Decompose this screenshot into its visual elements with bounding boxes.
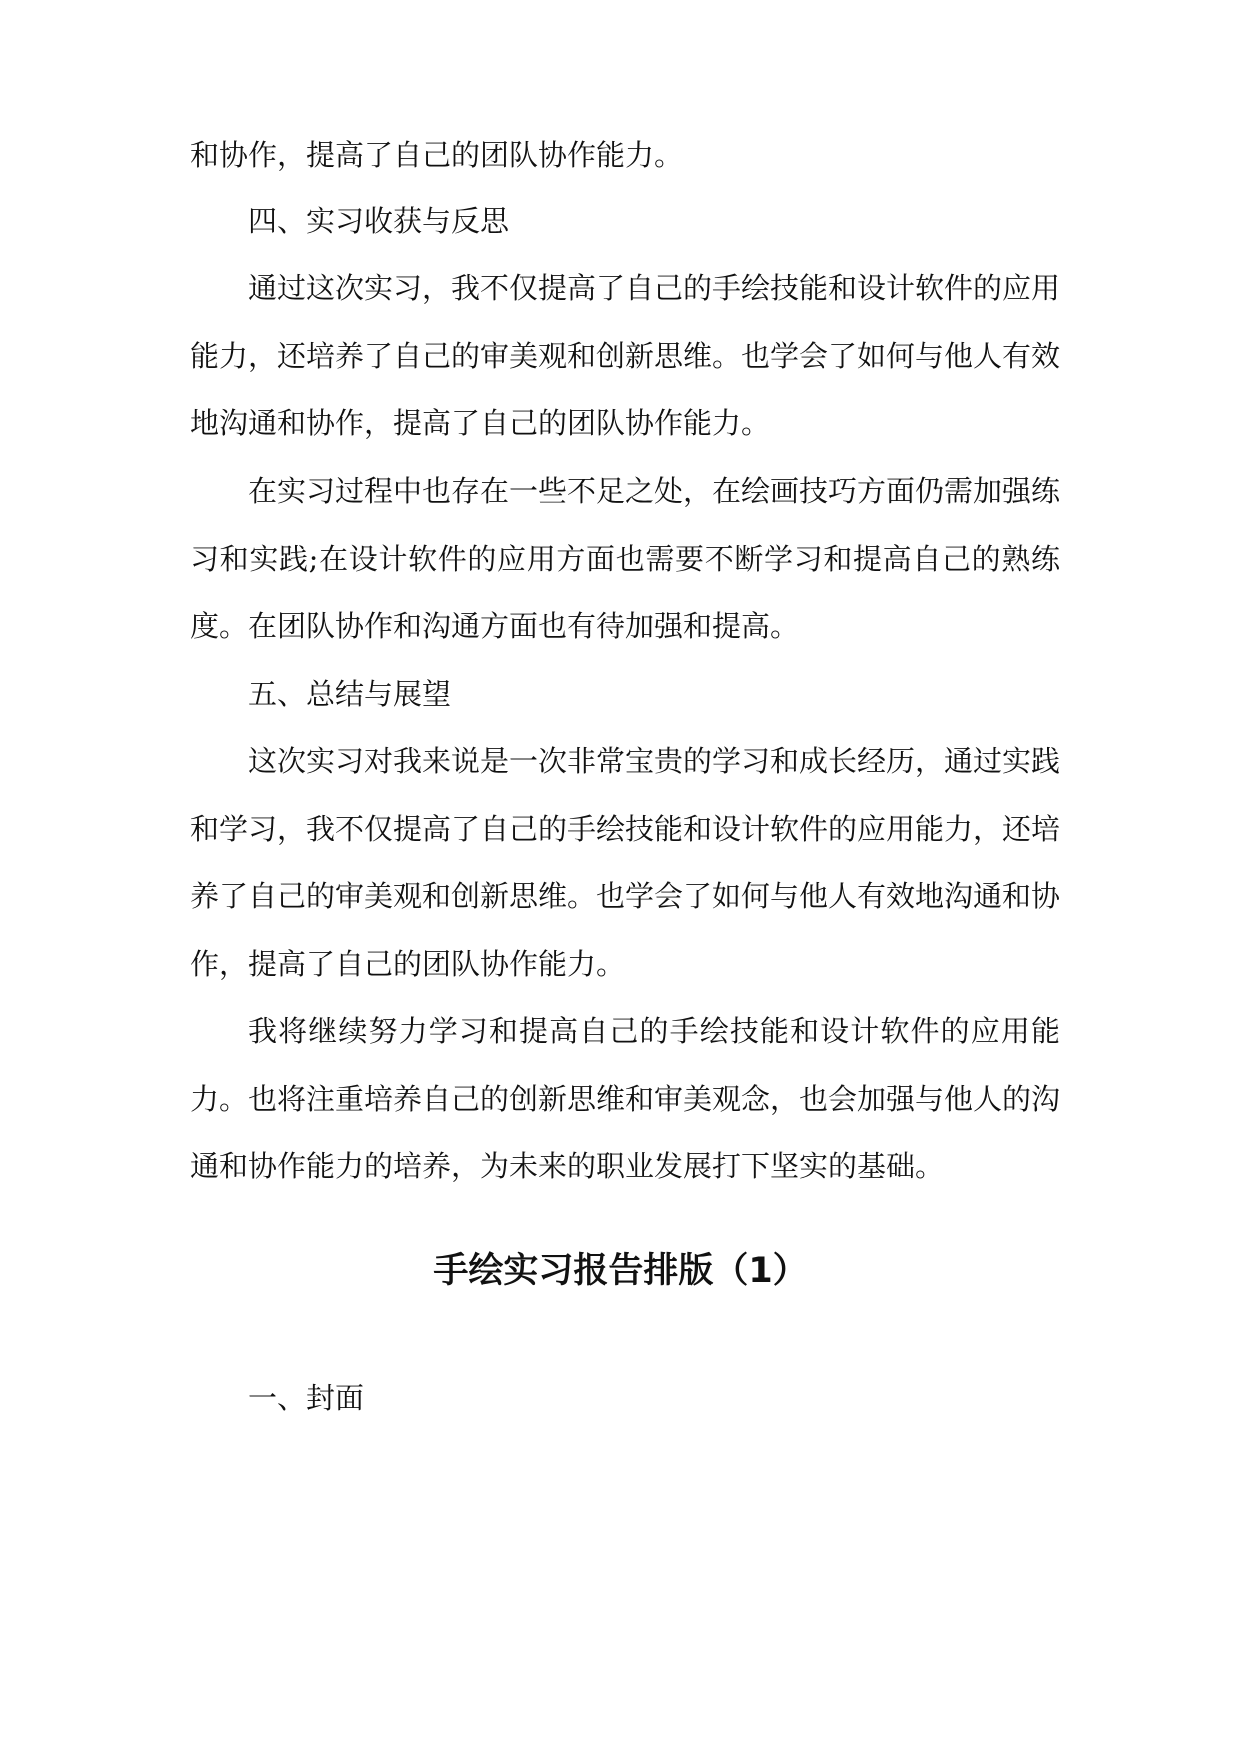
paragraph-line: 地沟通和协作，提高了自己的团队协作能力。 — [190, 406, 771, 440]
paragraph-line: 通和协作能力的培养，为未来的职业发展打下坚实的基础。 — [190, 1149, 945, 1183]
section-heading-cover: 一、封面 — [248, 1381, 365, 1415]
paragraph-line: 能力，还培养了自己的审美观和创新思维。也学会了如何与他人有效 — [190, 339, 1061, 373]
document-title: 手绘实习报告排版（1） — [433, 1251, 808, 1291]
paragraph-line: 养了自己的审美观和创新思维。也学会了如何与他人有效地沟通和协 — [190, 879, 1061, 913]
paragraph-line: 习和实践;在设计软件的应用方面也需要不断学习和提高自己的熟练 — [190, 542, 1060, 576]
paragraph-line: 和学习，我不仅提高了自己的手绘技能和设计软件的应用能力，还培 — [190, 812, 1061, 846]
paragraph-line: 我将继续努力学习和提高自己的手绘技能和设计软件的应用能 — [248, 1014, 1060, 1048]
section-heading-summary: 五、总结与展望 — [248, 677, 452, 711]
paragraph-line: 这次实习对我来说是一次非常宝贵的学习和成长经历，通过实践 — [248, 744, 1061, 778]
paragraph-line: 和协作，提高了自己的团队协作能力。 — [190, 138, 684, 172]
paragraph-line: 力。也将注重培养自己的创新思维和审美观念，也会加强与他人的沟 — [190, 1082, 1061, 1116]
section-heading-reflection: 四、实习收获与反思 — [248, 204, 510, 238]
paragraph-line: 度。在团队协作和沟通方面也有待加强和提高。 — [190, 609, 800, 643]
paragraph-line: 作，提高了自己的团队协作能力。 — [190, 947, 626, 981]
paragraph-line: 在实习过程中也存在一些不足之处，在绘画技巧方面仍需加强练 — [248, 474, 1061, 508]
paragraph-line: 通过这次实习，我不仅提高了自己的手绘技能和设计软件的应用 — [248, 271, 1061, 305]
